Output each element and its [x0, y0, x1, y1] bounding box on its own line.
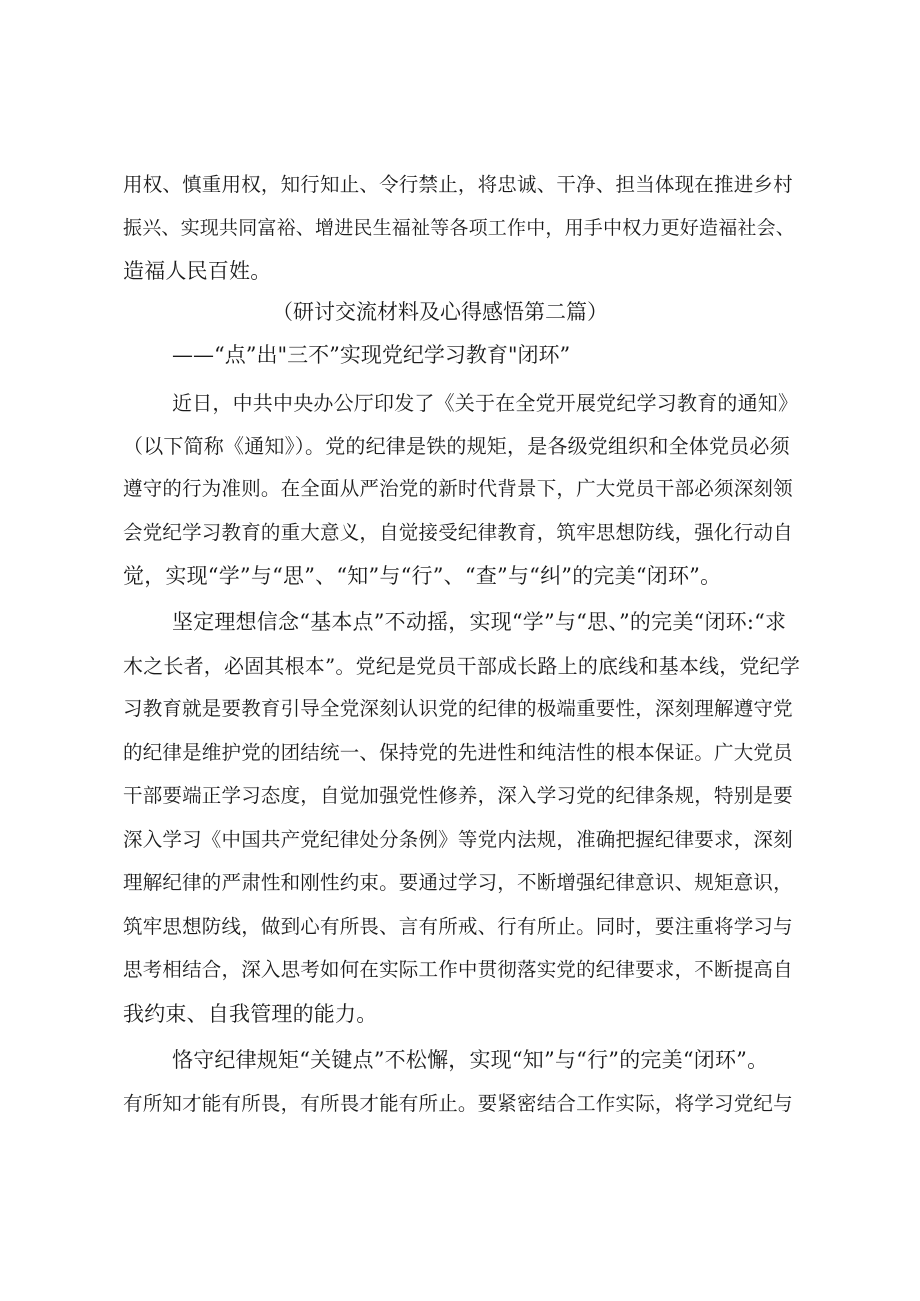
paragraph-line: 习教育就是要教育引导全党深刻认识党的纪律的极端重要性，深刻理解遵守党: [123, 697, 793, 720]
paragraph-line: 理解纪律的严肃性和刚性约束。要通过学习，不断增强纪律意识、规矩意识，: [123, 871, 793, 894]
paragraph-line: 筑牢思想防线，做到心有所畏、言有所戒、行有所止。同时，要注重将学习与: [123, 915, 793, 938]
paragraph-line: 我约束、自我管理的能力。: [123, 1002, 378, 1026]
paragraph-line: 近日，中共中央办公厅印发了《关于在全党开展党纪学习教育的通知》: [172, 391, 799, 415]
paragraph-line: 的纪律是维护党的团结统一、保持党的先进性和纯洁性的根本保证。广大党员: [123, 741, 793, 764]
paragraph-line: （以下简称《通知》）。党的纪律是铁的规矩，是各级党组织和全体党员必须: [123, 434, 790, 458]
section-title: （研讨交流材料及心得感悟第二篇）: [272, 300, 608, 324]
paragraph-line: 木之长者，必固其根本”。党纪是党员干部成长路上的底线和基本线，党纪学: [123, 654, 801, 678]
intro-line: 用权、慎重用权，知行知止、令行禁止，将忠诚、干净、担当体现在推进乡村: [123, 173, 793, 196]
paragraph-line: 有所知才能有所畏，有所畏才能有所止。要紧密结合工作实际，将学习党纪与: [123, 1092, 793, 1115]
paragraph-line: 思考相结合，深入思考如何在实际工作中贯彻落实党的纪律要求，不断提高自: [123, 958, 793, 981]
paragraph-line: 坚定理想信念“基本点”不动摇，实现“学”与“思、”的完美“闭环:“求: [172, 610, 787, 634]
intro-line: 振兴、实现共同富裕、增进民生福祉等各项工作中，用手中权力更好造福社会、: [123, 217, 796, 239]
paragraph-line: 深入学习《中国共产党纪律处分条例》等党内法规，准确把握纪律要求，深刻: [123, 828, 793, 851]
paragraph-line: 干部要端正学习态度，自觉加强党性修养，深入学习党的纪律条规，特别是要: [123, 784, 793, 807]
intro-line: 造福人民百姓。: [123, 259, 272, 283]
section-subtitle: ——“点”出"三不”实现党纪学习教育"闭环”: [172, 343, 571, 367]
paragraph-line: 会党纪学习教育的重大意义，自觉接受纪律教育，筑牢思想防线，强化行动自: [123, 521, 793, 544]
paragraph-line: 遵守的行为准则。在全面从严治党的新时代背景下，广大党员干部必须深刻领: [123, 477, 793, 500]
paragraph-line: 觉，实现“学”与“思”、“知”与“行”、“查”与“纠”的完美“闭环”。: [123, 564, 722, 588]
paragraph-line: 恪守纪律规矩“关键点”不松懈，实现“知”与“行”的完美“闭环”。: [172, 1048, 769, 1072]
